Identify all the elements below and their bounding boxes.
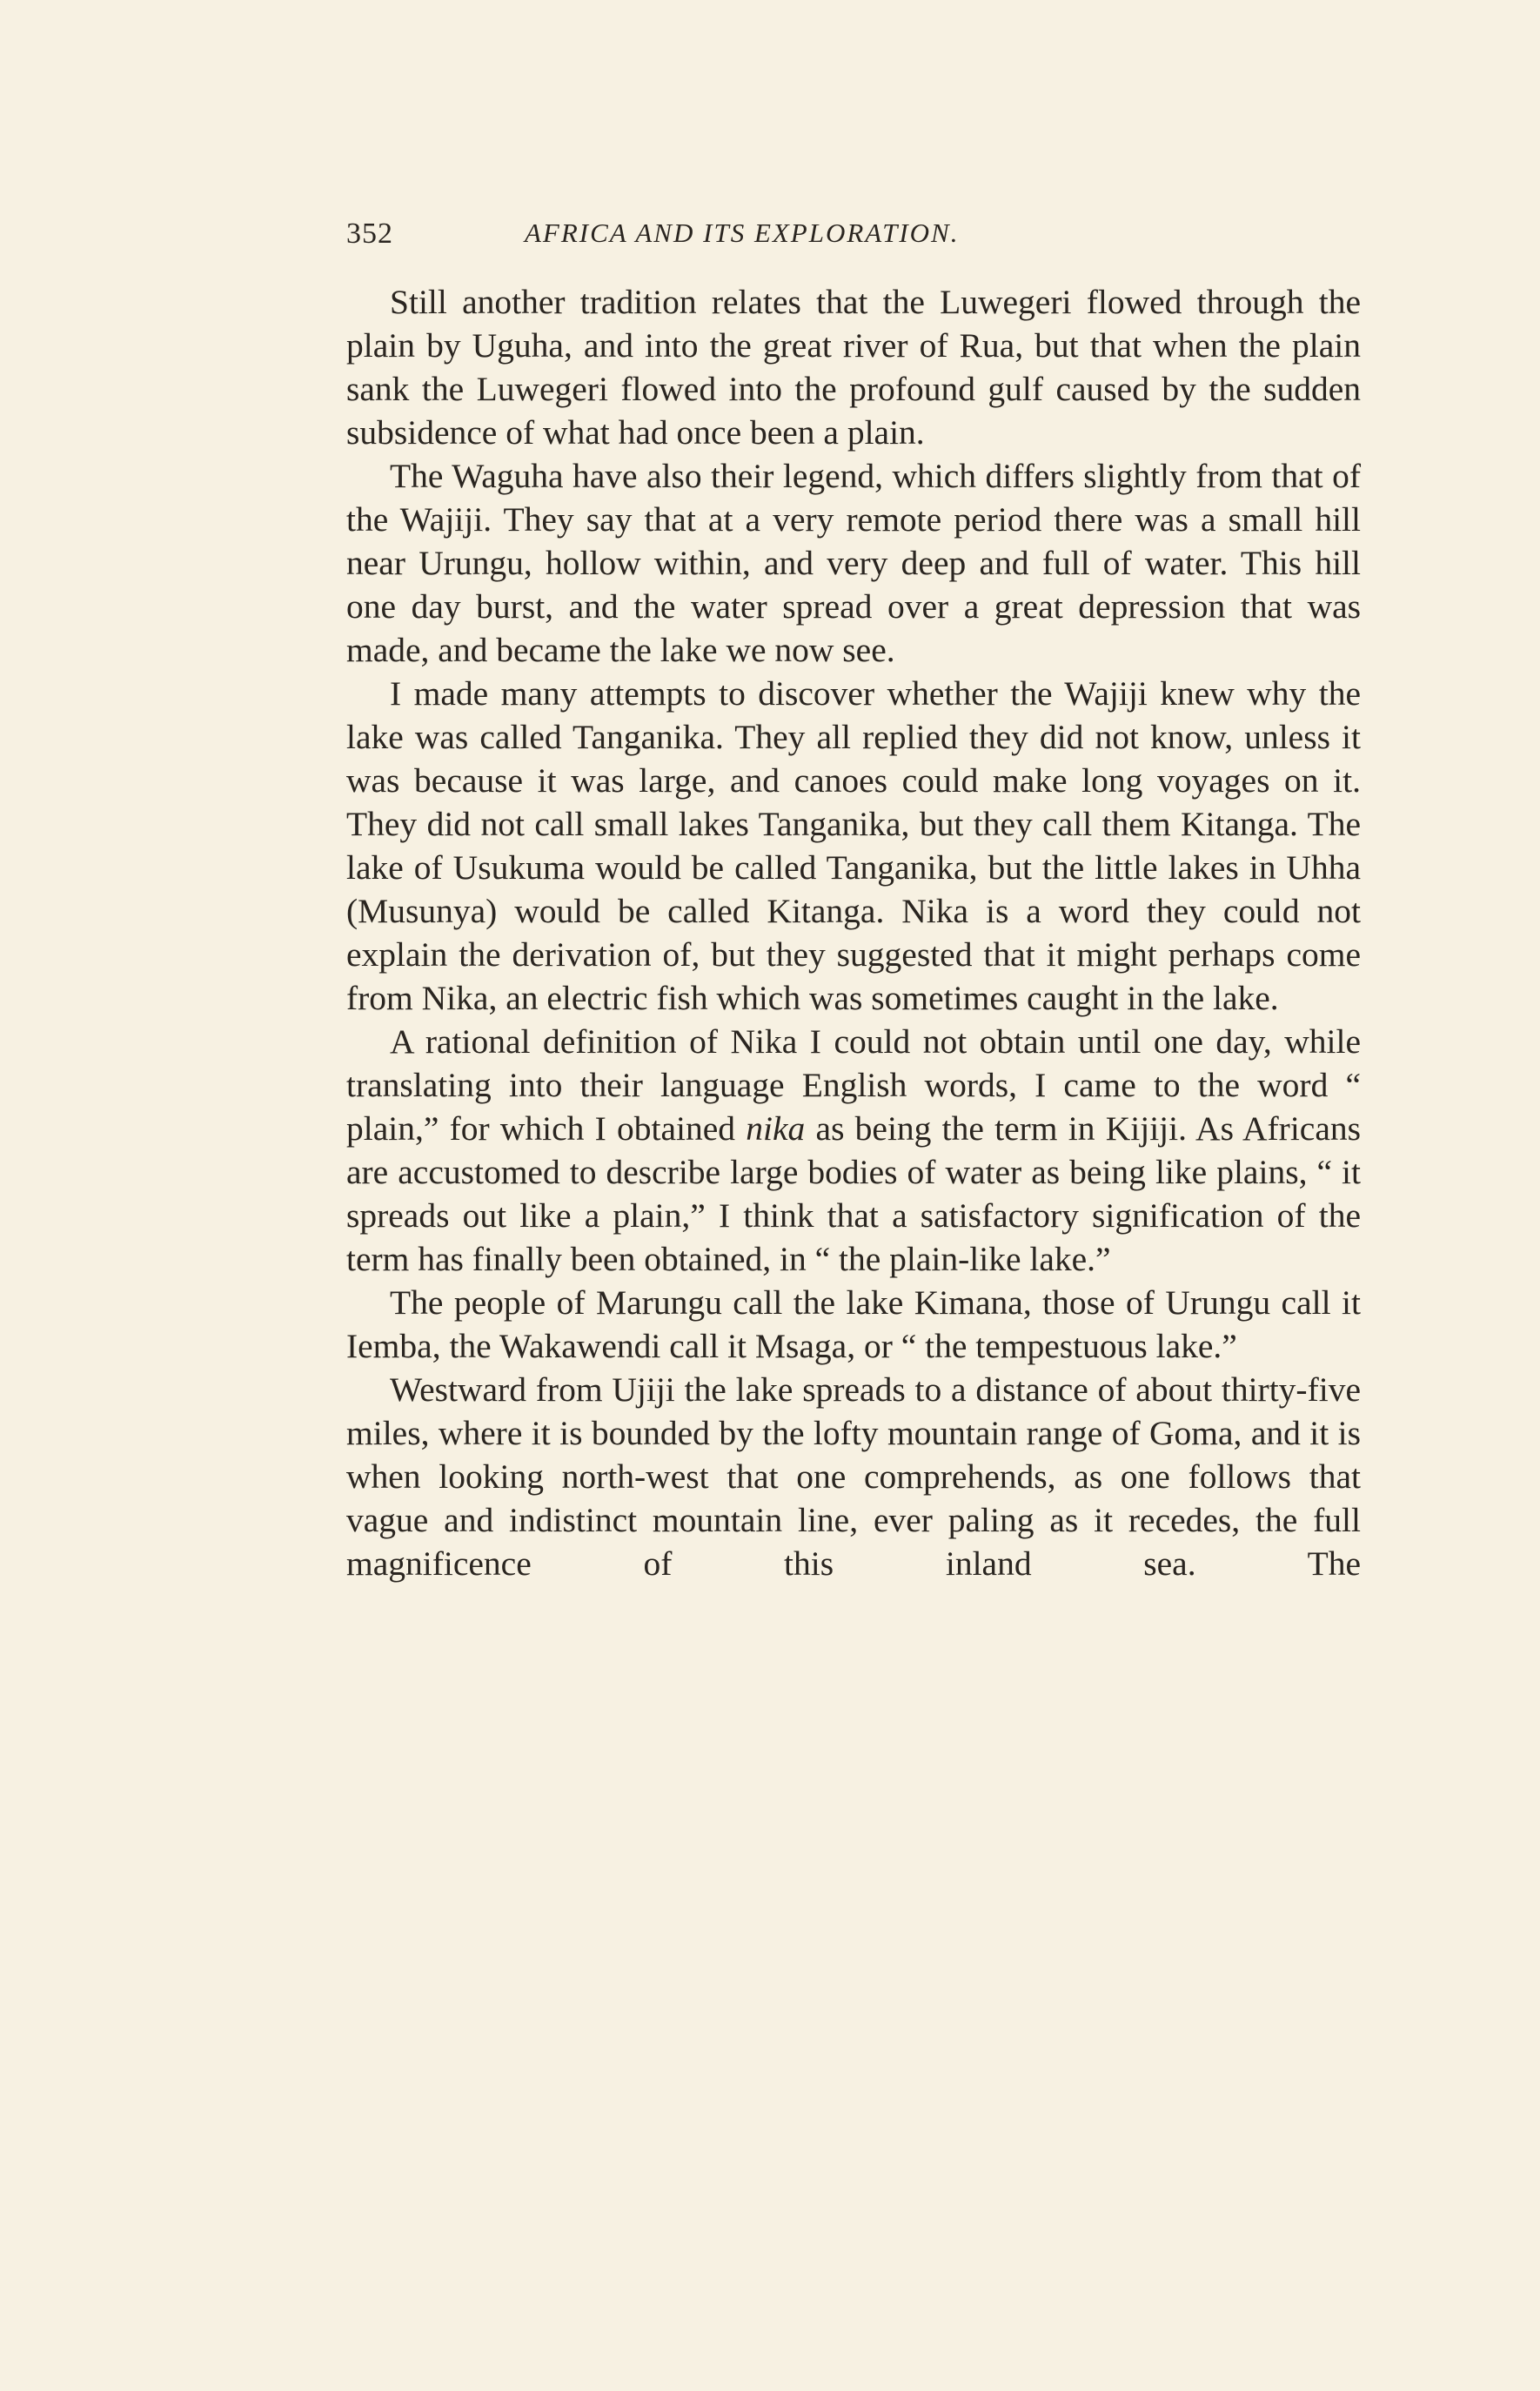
page-number: 352 [346,218,393,250]
paragraph-5: The people of Marungu call the lake Kimana, those of Urungu call it Iemba, the Wakawendi call it Msaga, or “ the tempestuous lake.” [346,1283,1361,1365]
paragraph-4-italic-term: nika [746,1109,806,1148]
paragraph-4-text-before: A rational definition of Nika I could not obtain until one day, while translating into their language English words, I came to the word “ plain,” for which I obtained [346,1022,1361,1148]
paragraph-4 [346,1020,1361,1281]
paragraph-3: I made many attempts to discover whether the Wajiji knew why the lake was called Tanganika. They all replied they did not know, unless it was because it was large, and canoes could make long voyages on it. They did not call small lakes Tanganika, but they call them Kitanga. The lake of Usukuma would be called Tanganika, but the little lakes in Uhha (Musunya) would be called Kitanga. Nika is a word they could not explain the derivation of, but they suggested that it might perhaps come from Nika, an electric fish which was sometimes caught in the lake. [346,674,1361,1017]
book-page [346,218,1361,1585]
running-title: AFRICA AND ITS EXPLORATION. [525,218,960,248]
paragraph-6: Westward from Ujiji the lake spreads to a distance of about thirty-five miles, where it is bounded by the lofty mountain range of Goma, and it is when looking north-west that one comprehends, as one follows that vague and indistinct mountain line, ever paling as it recedes, the full magnificence of this inland sea. The [346,1370,1361,1583]
paragraph-2: The Waguha have also their legend, which differs slightly from that of the Wajiji. They say that at a very remote period there was a small hill near Urungu, hollow within, and very deep and full of water. This hill one day burst, and the water spread over a great depression that was made, and became the lake we now see. [346,457,1361,669]
running-head [346,218,1361,261]
paragraph-4-text-after: as being the term in Kijiji. As Africans are accustomed to describe large bodies of water as being like plains, “ it spreads out like a plain,” I think that a satisfactory signification of the term has finally been obtained, in “ the plain-like lake.” [346,1109,1361,1278]
paragraph-1: Still another tradition relates that the Luwegeri flowed through the plain by Uguha, and into the great river of Rua, but that when the plain sank the Luwegeri flowed into the profound gulf caused by the sudden subsidence of what had once been a plain. [346,283,1361,452]
